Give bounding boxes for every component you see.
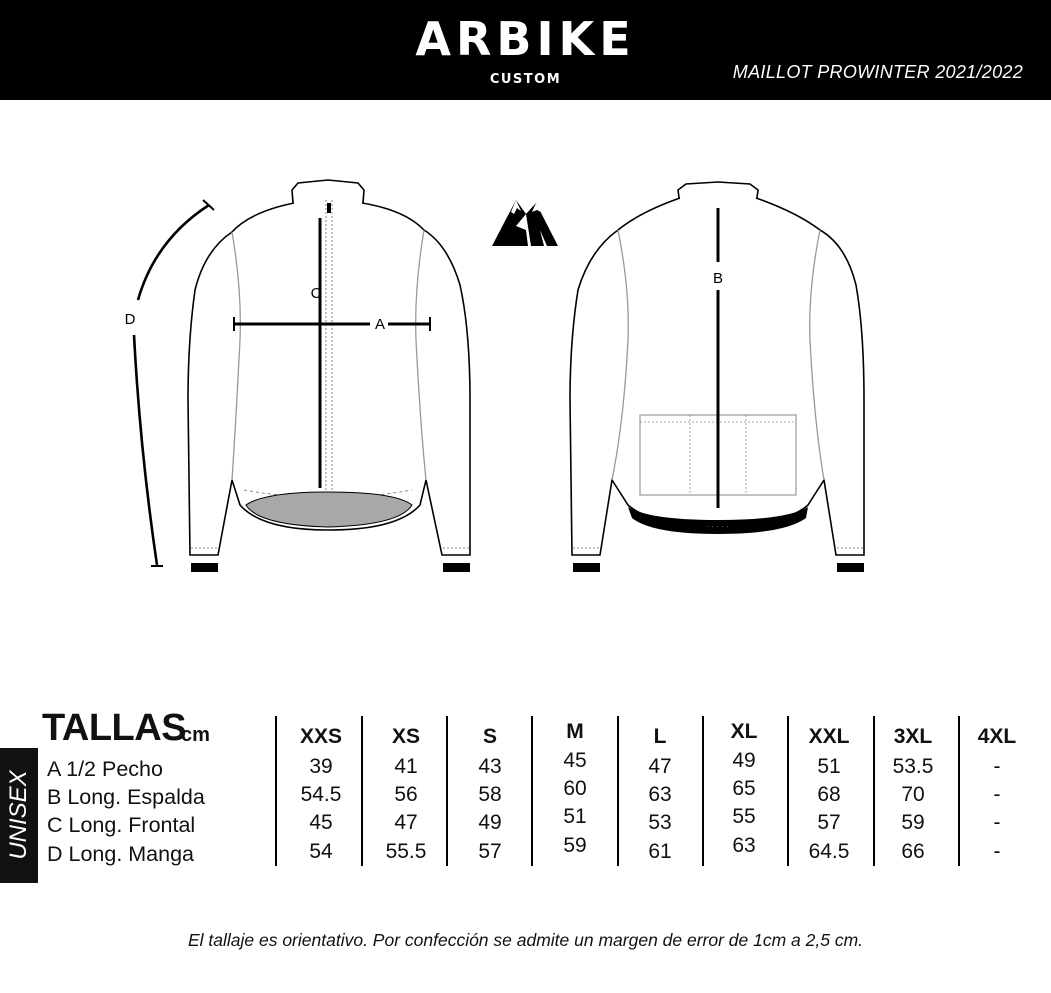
unisex-badge <box>0 748 38 883</box>
brand-subtitle: CUSTOM <box>489 72 562 87</box>
front-jersey <box>188 180 470 572</box>
cell-s-b: 58 <box>478 783 502 806</box>
row-label-back-length: B Long. Espalda <box>47 785 205 809</box>
jersey-diagram <box>0 100 1051 600</box>
size-header-xxl: XXL <box>808 725 850 748</box>
size-header-xs: XS <box>391 725 420 748</box>
cell-xs-b: 56 <box>394 783 418 806</box>
cell-xxs-a: 39 <box>309 755 333 778</box>
label-b: B <box>712 270 724 287</box>
cell-3xl-b: 70 <box>901 783 925 806</box>
cell-s-a: 43 <box>478 755 502 778</box>
cell-xl-c: 55 <box>732 805 756 828</box>
cell-xl-a: 49 <box>732 749 756 772</box>
size-header-m: M <box>566 720 584 743</box>
cell-l-a: 47 <box>648 755 672 778</box>
cell-3xl-c: 59 <box>901 811 925 834</box>
cell-l-c: 53 <box>648 811 672 834</box>
cell-4xl-c: - <box>993 811 1001 834</box>
cell-4xl-d: - <box>993 840 1001 863</box>
svg-text:· · · · ·: · · · · · <box>706 524 730 530</box>
cell-m-b: 60 <box>563 777 587 800</box>
cell-l-b: 63 <box>648 783 672 806</box>
sizes-title: TALLAS <box>42 707 187 749</box>
cell-xxs-c: 45 <box>309 811 333 834</box>
mountain-icon <box>492 200 558 246</box>
cell-4xl-a: - <box>993 755 1001 778</box>
cell-m-d: 59 <box>563 834 587 857</box>
label-d: D <box>124 311 136 328</box>
column-divider <box>275 716 277 866</box>
cell-xxl-d: 64.5 <box>808 840 850 863</box>
cell-m-a: 45 <box>563 749 587 772</box>
product-name: MAILLOT PROWINTER 2021/2022 <box>732 62 1023 82</box>
column-divider <box>361 716 363 866</box>
size-header-l: L <box>653 725 667 748</box>
cell-xl-b: 65 <box>732 777 756 800</box>
unisex-label: UNISEX <box>5 770 32 860</box>
cell-xxs-d: 54 <box>309 840 333 863</box>
row-label-sleeve-length: D Long. Manga <box>47 842 195 866</box>
tolerance-note: El tallaje es orientativo. Por confección se admite un margen de error de 1cm a 2,5 cm. <box>187 930 864 950</box>
cell-l-d: 61 <box>648 840 672 863</box>
row-label-front-length: C Long. Frontal <box>47 813 196 837</box>
label-c: C <box>310 285 322 302</box>
unit-label: cm <box>181 724 210 746</box>
cell-xxl-c: 57 <box>817 811 841 834</box>
cell-s-c: 49 <box>478 811 502 834</box>
size-header-xxs: XXS <box>299 725 343 748</box>
cell-xs-c: 47 <box>394 811 418 834</box>
cell-3xl-d: 66 <box>901 840 925 863</box>
column-divider <box>531 716 533 866</box>
cell-3xl-a: 53.5 <box>892 755 934 778</box>
size-header-4xl: 4XL <box>977 725 1017 748</box>
label-a: A <box>374 316 386 333</box>
size-header-xl: XL <box>730 720 758 743</box>
row-label-chest: A 1/2 Pecho <box>47 757 163 781</box>
cell-xxl-b: 68 <box>817 783 841 806</box>
cell-xxl-a: 51 <box>817 755 841 778</box>
cell-4xl-b: - <box>993 783 1001 806</box>
column-divider <box>446 716 448 866</box>
cell-s-d: 57 <box>478 840 502 863</box>
cell-xxs-b: 54.5 <box>300 783 342 806</box>
size-header-s: S <box>482 725 497 748</box>
cell-xs-d: 55.5 <box>385 840 427 863</box>
cell-m-c: 51 <box>563 805 587 828</box>
header-bar <box>0 0 1051 100</box>
cell-xl-d: 63 <box>732 834 756 857</box>
cell-xs-a: 41 <box>394 755 418 778</box>
column-divider <box>617 716 619 866</box>
brand-logo: ARBIKE <box>415 12 636 66</box>
size-header-3xl: 3XL <box>893 725 933 748</box>
